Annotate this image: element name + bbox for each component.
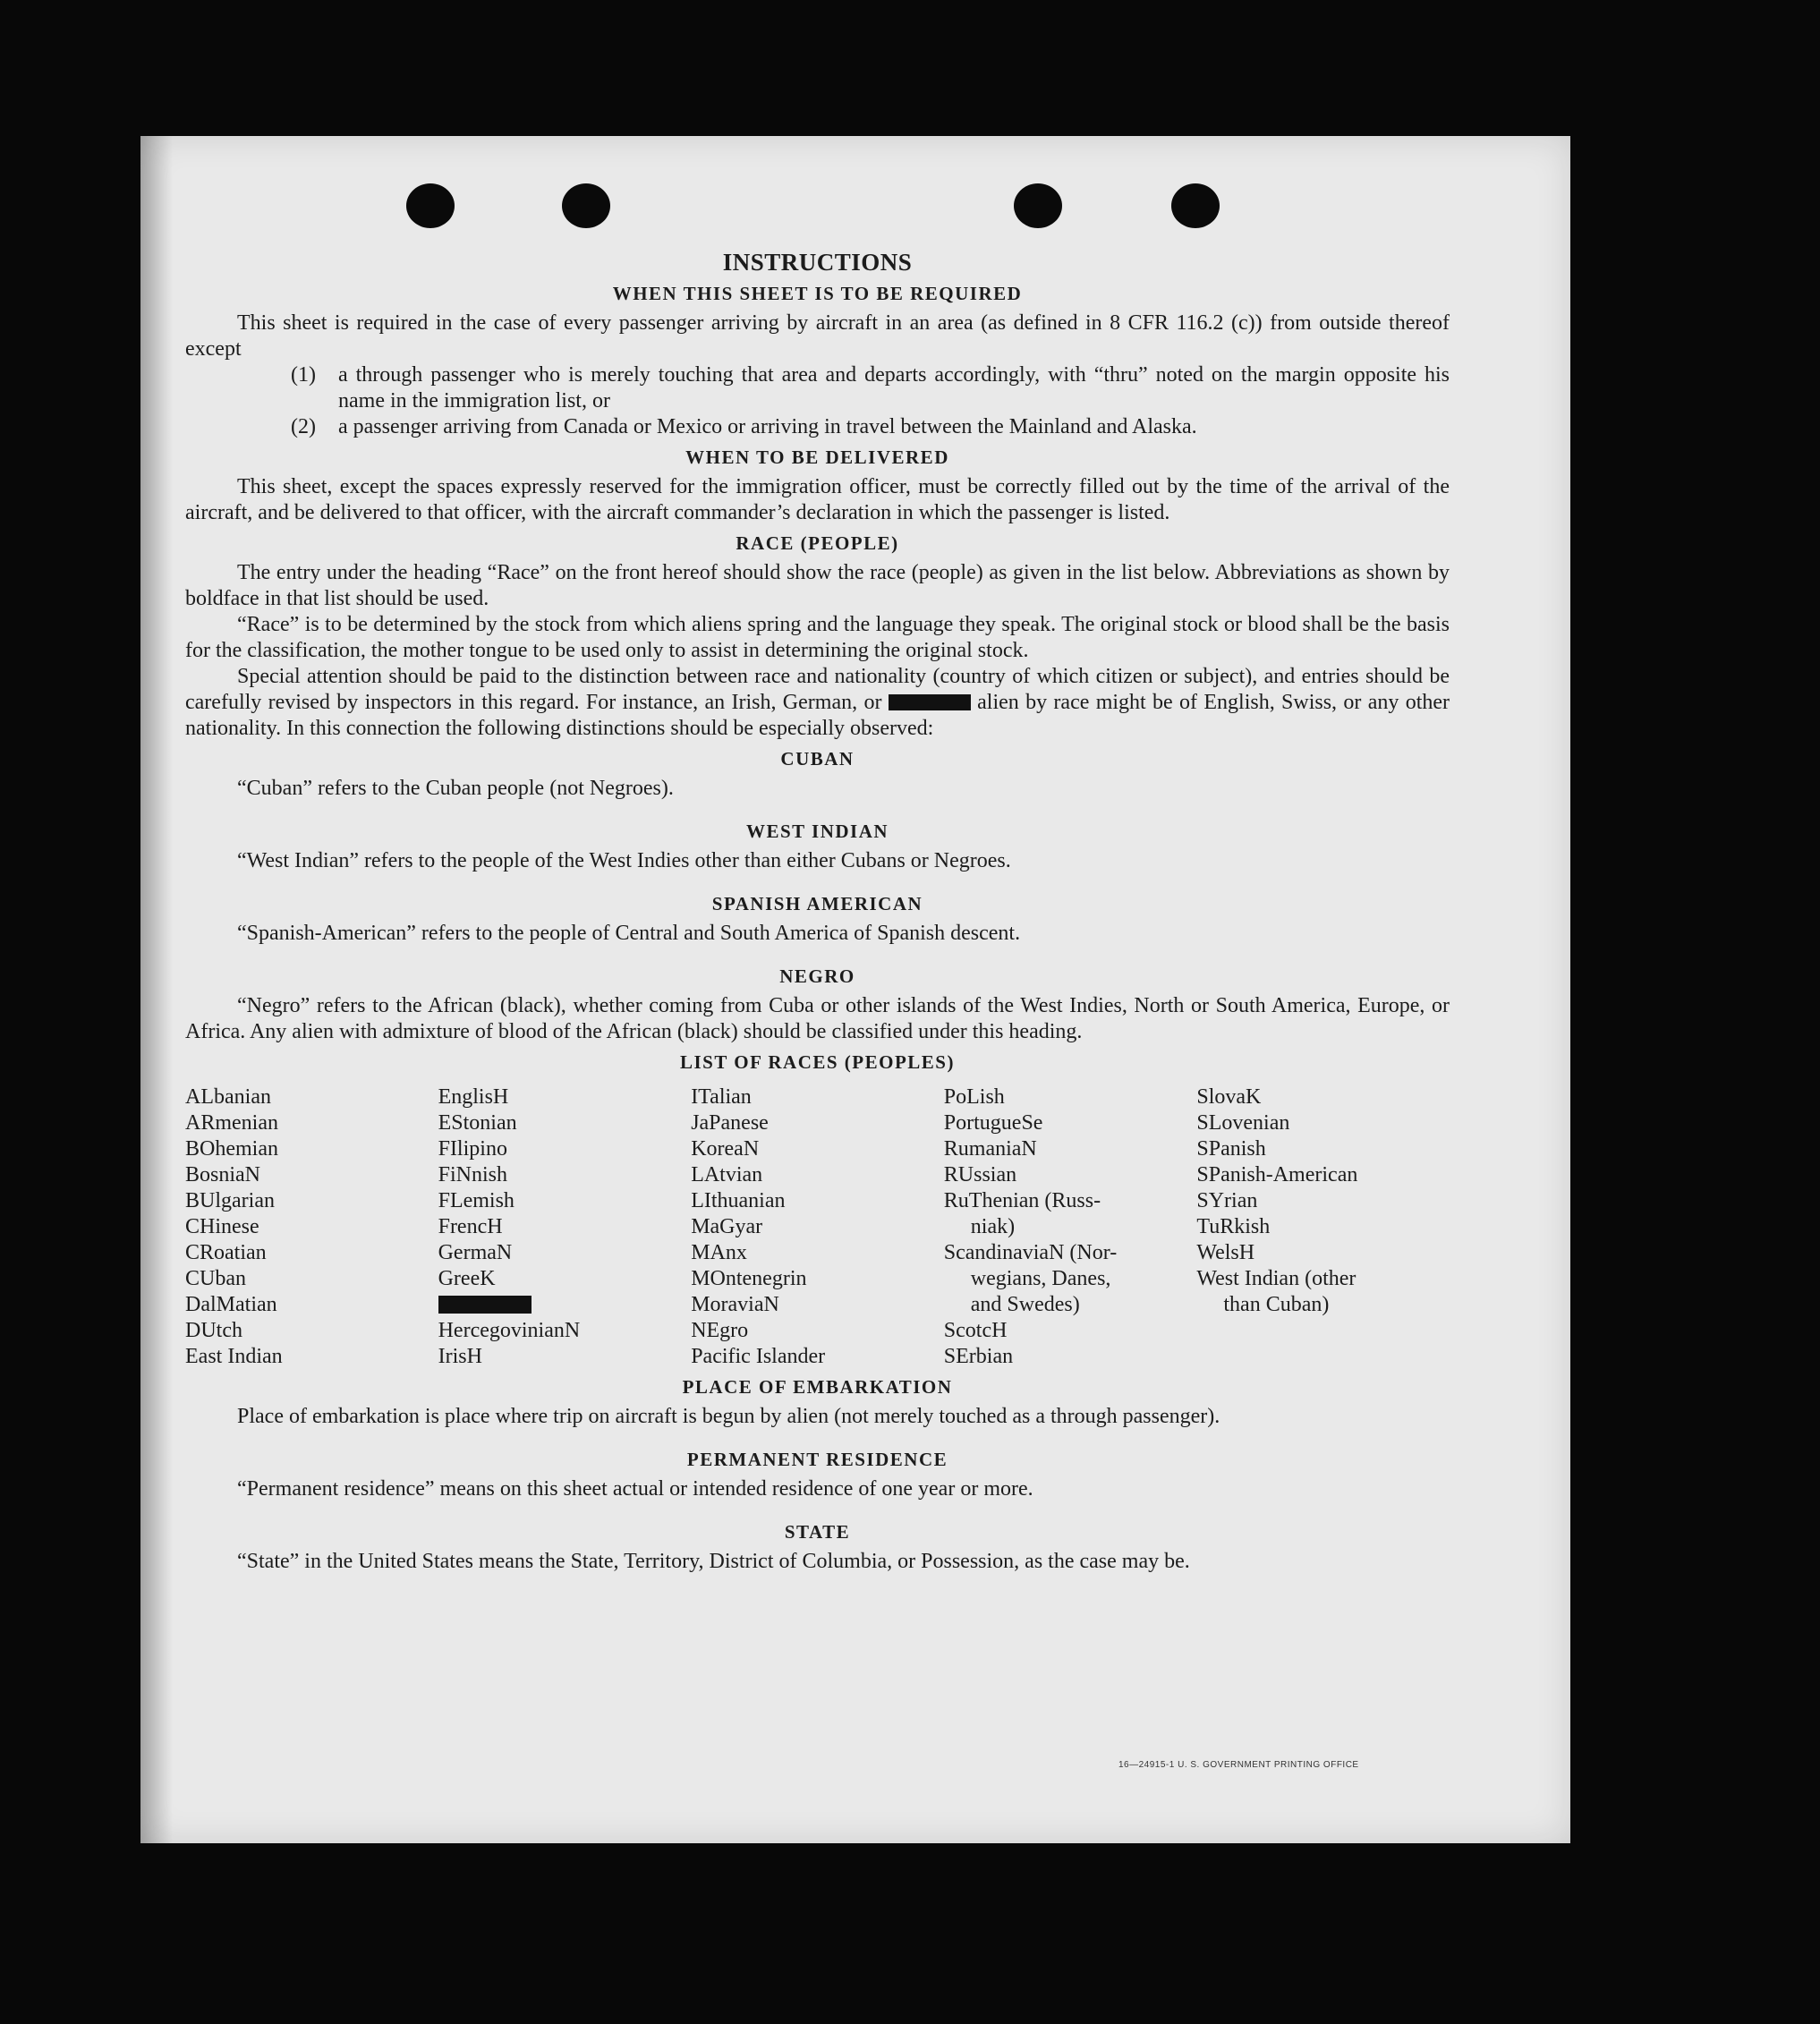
race-entry: LIthuanian <box>691 1189 786 1212</box>
redaction-mark <box>889 694 971 710</box>
section-heading-west-indian: WEST INDIAN <box>745 821 889 842</box>
negro-text: “Negro” refers to the African (black), whether coming from Cuba or other islands of the West Indies, North or South America, Europe, or Africa. Any alien with admixture of blood of the African (black) should be classified under this heading. <box>185 994 1450 1043</box>
exception-text: a through passenger who is merely touching that area and departs accordingly, with “thru” noted on the margin opposite his name in the immigration list, or <box>338 363 1450 412</box>
race-entry: JaPanese <box>691 1111 769 1135</box>
race-entry: ALbanian <box>185 1085 271 1109</box>
race-entry: CRoatian <box>185 1241 267 1264</box>
race-entry: HercegovinianN <box>438 1319 581 1342</box>
west-indian-text: “West Indian” refers to the people of the West Indies other than either Cubans or Negroes. <box>237 849 1011 872</box>
race-entry: SPanish <box>1196 1137 1266 1161</box>
race-entry: ScotcH <box>943 1319 1008 1342</box>
race-entry: EStonian <box>438 1111 517 1135</box>
race-entry: GermaN <box>438 1241 513 1264</box>
race-entry: ARmenian <box>185 1111 278 1135</box>
cuban-text: “Cuban” refers to the Cuban people (not Negroes). <box>237 777 674 800</box>
race-entry: DUtch <box>185 1319 242 1342</box>
exception-item <box>185 414 1450 440</box>
race-entry: BUlgarian <box>185 1189 275 1212</box>
punch-hole <box>1171 183 1220 228</box>
state-text: “State” in the United States means the State, Territory, District of Columbia, or Possession, as the case may be. <box>237 1550 1190 1573</box>
race-entry: GreeK <box>438 1267 496 1290</box>
race-entry: BOhemian <box>185 1137 278 1161</box>
race-entry: MOntenegrin <box>691 1267 807 1290</box>
embarkation-text: Place of embarkation is place where trip on aircraft is begun by alien (not merely touched as a through passenger). <box>237 1405 1220 1428</box>
race-entry: PoLish <box>943 1085 1005 1109</box>
spanish-american-text: “Spanish-American” refers to the people of Central and South America of Spanish descent. <box>237 922 1021 945</box>
race-entry: MAnx <box>691 1241 747 1264</box>
race-entry: RumaniaN <box>943 1137 1037 1161</box>
page-title: INSTRUCTIONS <box>722 249 913 276</box>
exception-text: a passenger arriving from Canada or Mexico or arriving in travel between the Mainland and Alaska. <box>338 415 1197 438</box>
race-entry: MoraviaN <box>691 1293 779 1316</box>
race-entry: West Indian (other <box>1196 1267 1356 1290</box>
race-entry: FLemish <box>438 1189 515 1212</box>
race-entry: KoreaN <box>691 1137 760 1161</box>
race-entry: WelsH <box>1196 1241 1255 1264</box>
punch-hole <box>562 183 610 228</box>
redaction-mark <box>438 1296 532 1314</box>
race-entry: CUban <box>185 1267 246 1290</box>
race-paragraph-3 <box>185 664 1450 742</box>
race-paragraph-3-end: alien by race might be of English, Swiss, or any other nationality. In this connection the following distinctions should be especially observed: <box>185 691 1450 740</box>
race-entry: SLovenian <box>1196 1111 1290 1135</box>
section-heading-cuban: CUBAN <box>780 748 855 770</box>
permanent-residence-text: “Permanent residence” means on this sheet actual or intended residence of one year or more. <box>237 1477 1033 1501</box>
race-entry: TuRkish <box>1196 1215 1271 1238</box>
race-entry: IrisH <box>438 1345 482 1368</box>
races-list <box>185 1084 1450 1370</box>
race-entry: ScandinaviaN (Nor- <box>943 1241 1118 1264</box>
race-entry: PortugueSe <box>943 1111 1043 1135</box>
race-entry: LAtvian <box>691 1163 763 1186</box>
race-entry-redacted <box>438 1292 692 1318</box>
exception-item <box>185 362 1450 414</box>
race-entry: CHinese <box>185 1215 259 1238</box>
race-entry: EnglisH <box>438 1085 509 1109</box>
section-heading-state: STATE <box>784 1521 851 1543</box>
race-entry-continued: and Swedes) <box>970 1293 1080 1316</box>
document-sheet <box>140 136 1570 1843</box>
race-entry: RUssian <box>943 1163 1017 1186</box>
race-entry: SPanish-American <box>1196 1163 1358 1186</box>
race-entry: East Indian <box>185 1345 283 1368</box>
section-heading-list-of-races: LIST OF RACES (PEOPLES) <box>680 1051 955 1073</box>
section-heading-permanent-residence: PERMANENT RESIDENCE <box>686 1449 948 1470</box>
exception-number: (2) <box>291 415 316 438</box>
instructions-body <box>185 249 1450 1575</box>
race-entry: FiNnish <box>438 1163 507 1186</box>
section-heading-negro: NEGRO <box>779 965 855 987</box>
exception-number: (1) <box>291 363 316 387</box>
section-heading-embarkation: PLACE OF EMBARKATION <box>682 1376 953 1398</box>
when-delivered-text: This sheet, except the spaces expressly reserved for the immigration officer, must be correctly filled out by the time of the arrival of the aircraft, and be delivered to that officer, with the aircraft commander’s declaration in which the passenger is listed. <box>185 475 1450 524</box>
race-paragraph-3-start: Special attention should be paid to the distinction between race and nationality (country of which citizen or subject), and entries should be carefully revised by inspectors in this regard. For instance, an Irish, German, or <box>185 665 1450 714</box>
race-entry-continued: than Cuban) <box>1223 1293 1330 1316</box>
race-entry: FrencH <box>438 1215 503 1238</box>
punch-hole <box>406 183 455 228</box>
races-column <box>1196 1084 1450 1370</box>
section-heading-when-delivered: WHEN TO BE DELIVERED <box>685 446 949 468</box>
punch-hole <box>1014 183 1062 228</box>
race-entry: DalMatian <box>185 1293 277 1316</box>
section-heading-race: RACE (PEOPLE) <box>736 532 899 554</box>
race-entry: Pacific Islander <box>691 1345 826 1368</box>
when-required-intro: This sheet is required in the case of every passenger arriving by aircraft in an area (as defined in 8 CFR 116.2 (c)) from outside thereof except <box>185 311 1450 361</box>
race-entry: FIlipino <box>438 1137 507 1161</box>
race-entry: SErbian <box>943 1345 1014 1368</box>
race-entry: SYrian <box>1196 1189 1258 1212</box>
race-paragraph-2: “Race” is to be determined by the stock from which aliens spring and the language they speak. The original stock or blood shall be the basis for the classification, the mother tongue to be used only to assist in determining the original stock. <box>185 613 1450 662</box>
races-column <box>438 1084 692 1370</box>
race-entry: ITalian <box>691 1085 752 1109</box>
race-entry: RuThenian (Russ- <box>943 1189 1101 1212</box>
race-entry-continued: niak) <box>970 1215 1016 1238</box>
printer-imprint: 16—24915-1 U. S. GOVERNMENT PRINTING OFFICE <box>1118 1760 1359 1770</box>
race-entry: BosniaN <box>185 1163 260 1186</box>
race-paragraph-1: The entry under the heading “Race” on the front hereof should show the race (people) as given in the list below. Abbreviations as shown by boldface in that list should be used. <box>185 561 1450 610</box>
races-column <box>691 1084 944 1370</box>
section-heading-when-required: WHEN THIS SHEET IS TO BE REQUIRED <box>612 283 1023 304</box>
race-entry: MaGyar <box>691 1215 763 1238</box>
section-heading-spanish-american: SPANISH AMERICAN <box>711 893 923 914</box>
race-entry: SlovaK <box>1196 1085 1262 1109</box>
races-column <box>185 1084 438 1370</box>
races-column <box>944 1084 1197 1370</box>
race-entry-continued: wegians, Danes, <box>970 1267 1111 1290</box>
race-entry: NEgro <box>691 1319 749 1342</box>
